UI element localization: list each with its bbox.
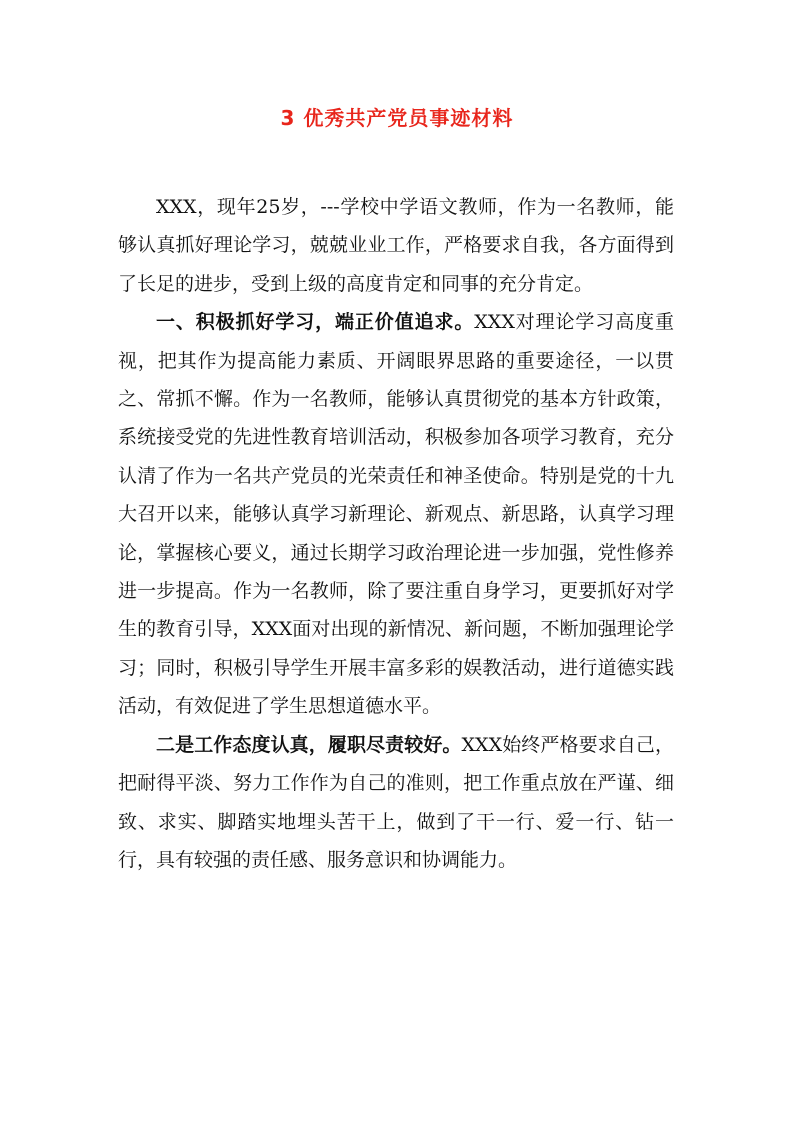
section-one-heading: 一、积极抓好学习，端正价值追求。 — [156, 311, 475, 334]
intro-paragraph-text: XXX，现年25岁，---学校中学语文教师，作为一名教师，能够认真抓好理论学习，兢兢业业工作，严格要求自我，各方面得到了长足的进步，受到上级的高度肯定和同事的充分肯定。 — [118, 196, 674, 295]
intro-paragraph — [118, 188, 674, 303]
section-two-heading: 二是工作态度认真，履职尽责较好。 — [156, 733, 462, 756]
section-one-text: XXX对理论学习高度重视，把其作为提高能力素质、开阔眼界思路的重要途径，一以贯之、常抓不懈。作为一名教师，能够认真贯彻党的基本方针政策，系统接受党的先进性教育培训活动，积极参加各项学习教育，充分认清了作为一名共产党员的光荣责任和神圣使命。特别是党的十九大召开以来，能够认真学习新理论、新观点、新思路，认真学习理论，掌握核心要义，通过长期学习政治理论进一步加强，党性修养进一步提高。作为一名教师，除了要注重自身学习，更要抓好对学生的教育引导，XXX面对出现的新情况、新问题，不断加强理论学习；同时，积极引导学生开展丰富多彩的娱教活动，进行道德实践活动，有效促进了学生思想道德水平。 — [118, 311, 674, 718]
document-body — [118, 188, 674, 879]
section-one-paragraph — [118, 303, 674, 725]
section-two-text: XXX始终严格要求自己，把耐得平淡、努力工作作为自己的准则，把工作重点放在严谨、细致、求实、脚踏实地埋头苦干上，做到了干一行、爱一行、钻一行，具有较强的责任感、服务意识和协调能力。 — [118, 733, 674, 871]
document-title: 3 优秀共产党员事迹材料 — [280, 106, 514, 130]
section-two-paragraph — [118, 726, 674, 880]
